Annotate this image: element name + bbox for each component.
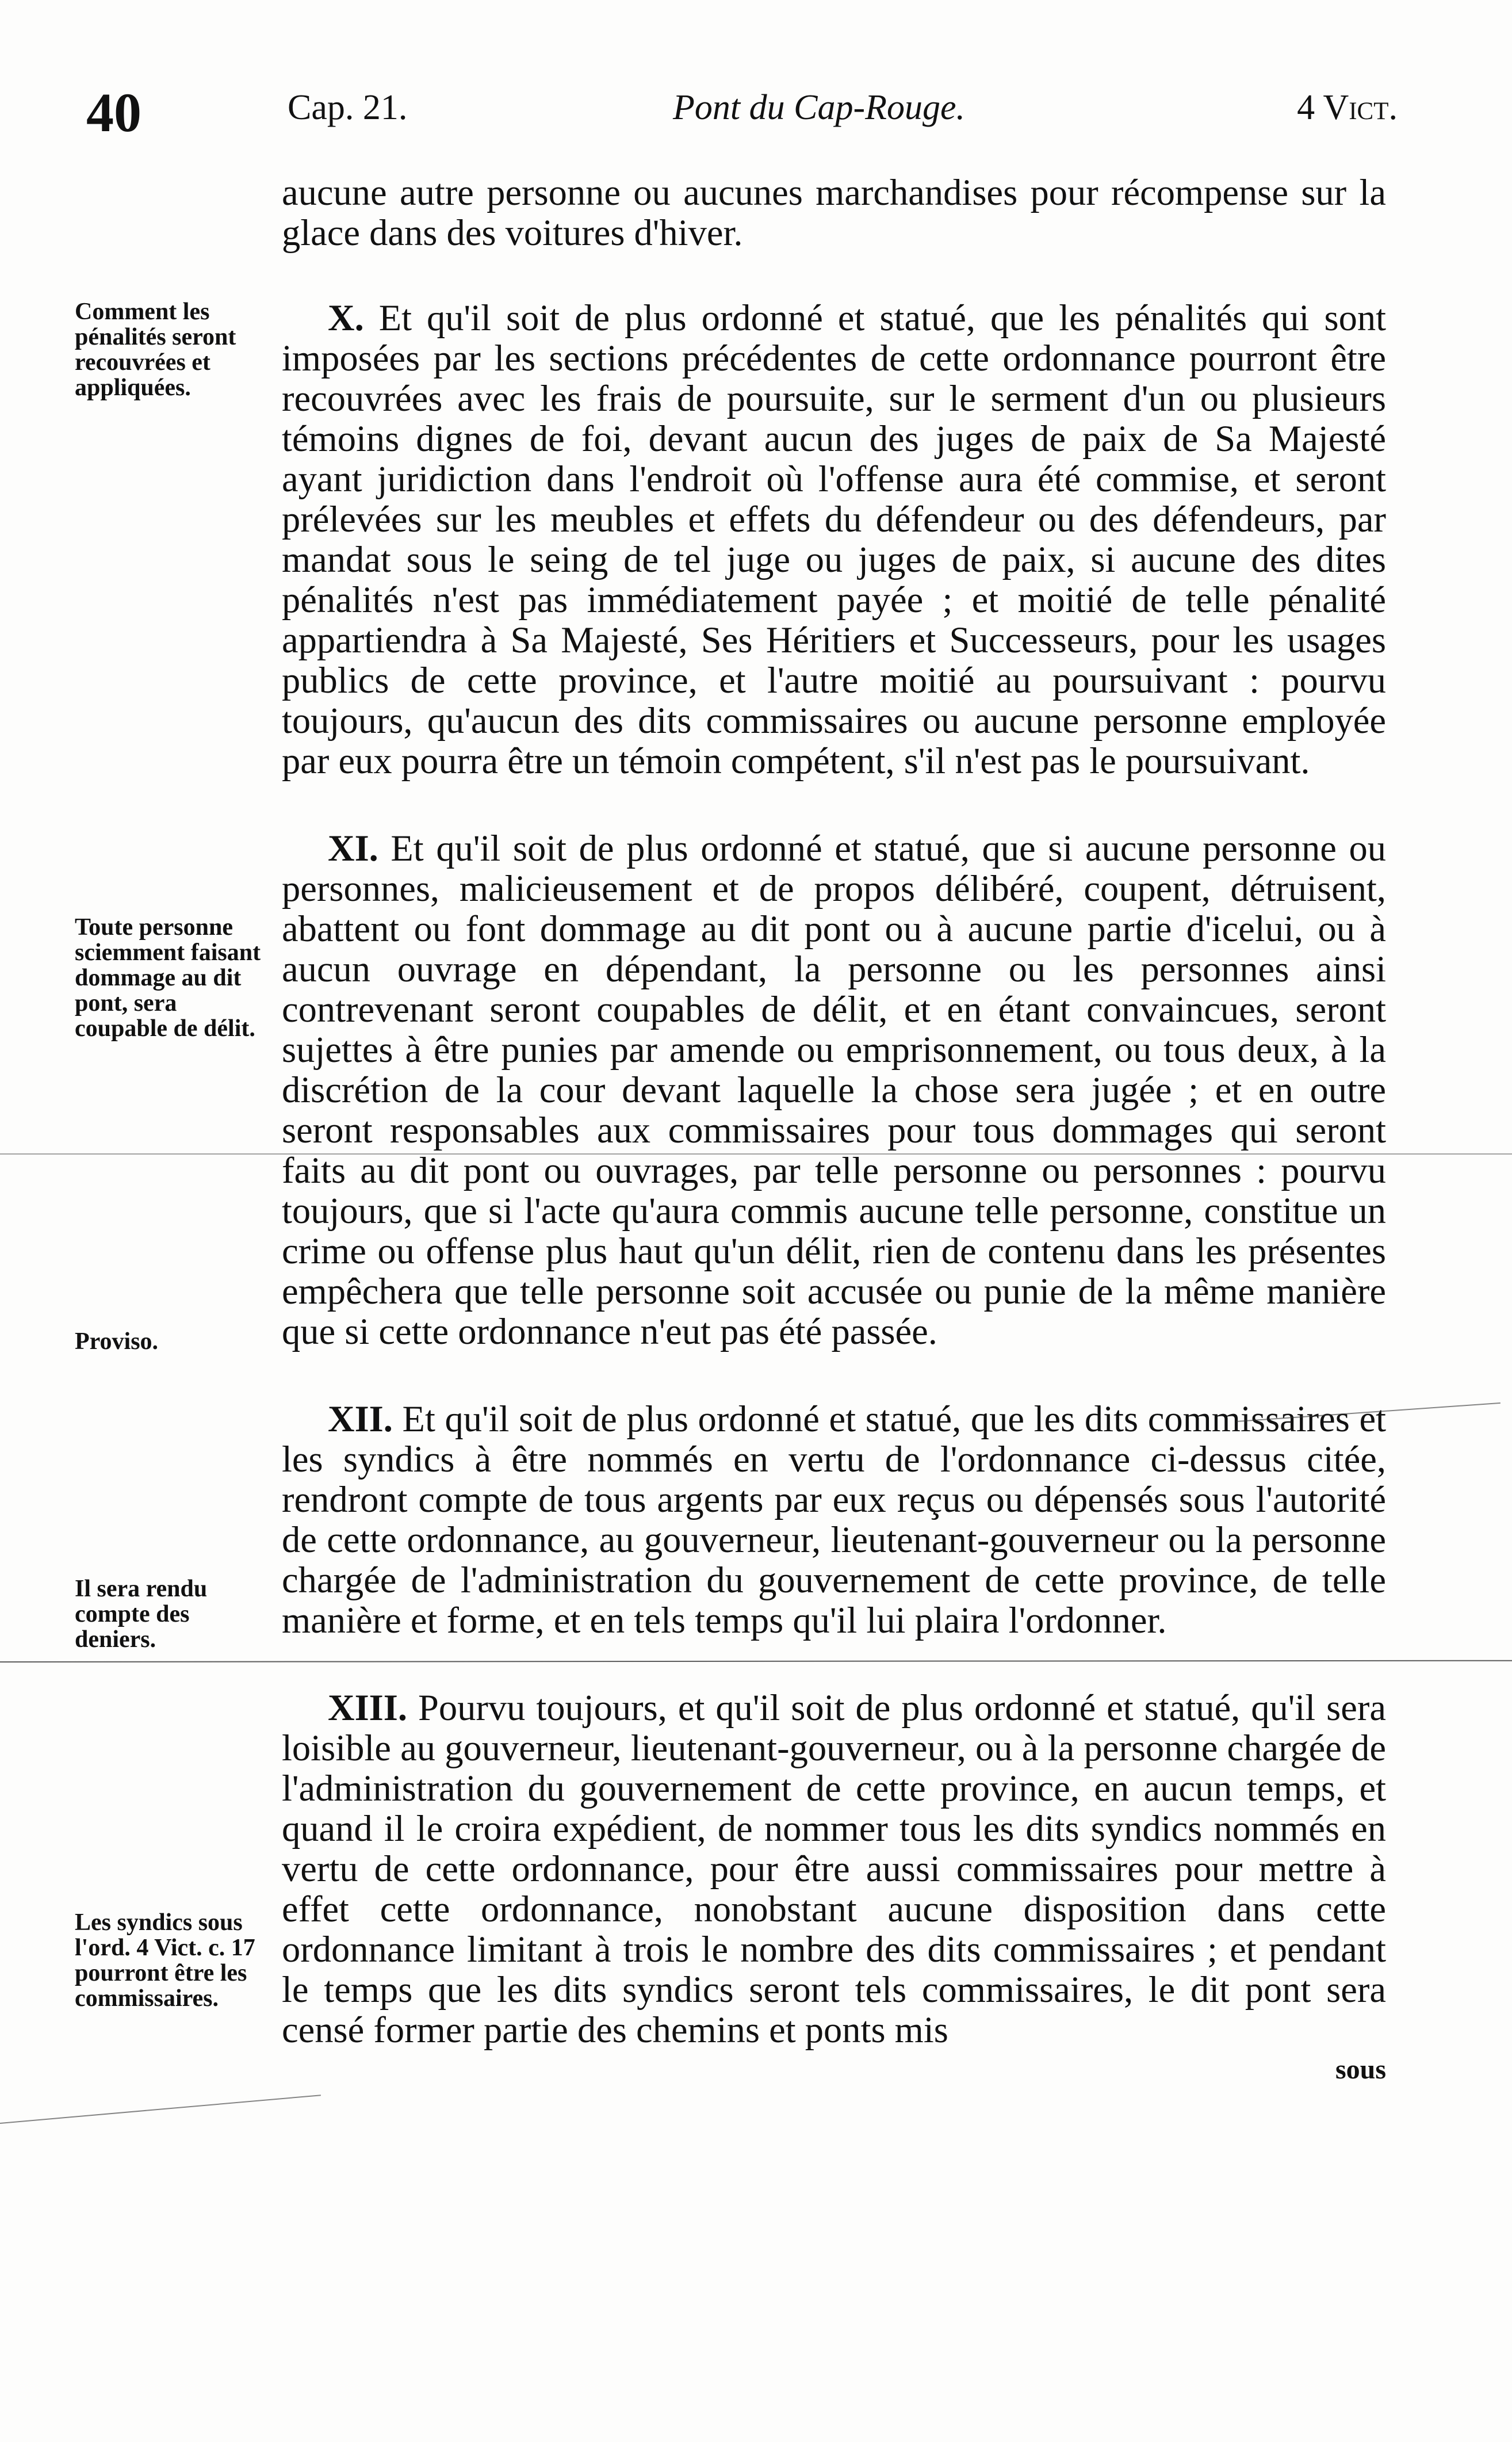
section-xiii [282,1688,1386,2050]
section-text: Pourvu toujours, et qu'il soit de plus ordonné et statué, qu'il sera loisible au gouverneur, lieutenant-gouverneur, ou à la personne chargée de l'administration du gouvernement de cette province, en aucun temps, et quand il le croira expédient, de nommer tous les dits syndics nommés en vertu de cette ordonnance, pour être aussi commissaires pour mettre à effet cette ordonnance, nonobstant aucune disposition dans cette ordonnance limitant à trois le nombre des dits commissaires ; et pendant le temps que les dits syndics seront tels commissaires, le dit pont sera censé former partie des chemins et ponts mis [282,1687,1387,2050]
section-text: Et qu'il soit de plus ordonné et statué, que si aucune personne ou personnes, malicieusement et de propos délibéré, coupent, détruisent, abattent ou font dommage au dit pont ou à aucune partie d'icelui, ou à aucun ouvrage en dépendant, la personne ou les personnes ainsi contrevenant seront coupables de délit, et en étant convaincues, seront sujettes à être punies par amende ou emprisonnement, ou tous deux, à la discrétion de la cour devant laquelle la chose sera jugée ; et en outre seront responsables aux commissaires pour tous dommages qui seront faits au dit pont ou ouvrages, par telle personne ou personnes : pourvu toujours, que si l'acte qu'aura commis aucune telle personne, constitue un crime ou offense plus haut qu'un délit, rien de contenu dans les présentes empêchera que telle personne soit accusée ou punie de la même manière que si cette ordonnance n'eut pas été passée. [282,828,1386,1352]
section-number: XI. [328,828,378,869]
chapter-label: Cap. 21. [288,88,408,127]
section-number: X. [328,297,364,338]
continuation-paragraph: aucune autre personne ou aucunes marchandises pour récompense sur la glace dans des voitures d'hiver. [282,172,1386,253]
catchword: sous [1335,2054,1386,2085]
margin-note-accounts: Il sera rendu compte des deniers. [75,1576,208,1653]
page-number: 40 [86,82,141,143]
scan-line [0,2095,321,2124]
running-header [86,81,1398,143]
margin-note-syndics: Les syndics sous l'ord. 4 Vict. c. 17 pourront être les commissaires. [75,1909,255,2012]
section-xii [282,1399,1386,1641]
section-text: Et qu'il soit de plus ordonné et statué, que les dits commissaires et les syndics à être nommés en vertu de l'ordonnance ci-dessus citée, rendront compte de tous argents par eux reçus ou dépensés sous l'autorité de cette ordonnance, au gouverneur, lieutenant-gouverneur ou la personne chargée de l'administration du gouvernement de cette province, de telle manière et forme, et en tels temps qu'il lui plaira l'ordonner. [282,1398,1386,1641]
section-text: Et qu'il soit de plus ordonné et statué, que les pénalités qui sont imposées par les sections précédentes de cette ordonnance pourront être recouvrées avec les frais de poursuite, sur le serment d'un ou plusieurs témoins dignes de foi, devant aucun des juges de paix de Sa Majesté ayant juridiction dans l'endroit où l'offense aura été commise, et seront prélevées sur les meubles et effets du défendeur ou des défendeurs, par mandat sous le seing de tel juge ou juges de paix, si aucune des dites pénalités n'est pas immédiatement payée ; et moitié de telle pénalité appartiendra à Sa Majesté, Ses Héritiers et Successeurs, pour les usages publics de cette province, et l'autre moitié au poursuivant : pourvu toujours, qu'aucun des dits commissaires ou aucune personne employée par eux pourra être un témoin compétent, s'il n'est pas le poursuivant. [282,297,1386,781]
margin-note-proviso: Proviso. [75,1328,159,1355]
body-text [282,173,1386,2087]
margin-note-penalties: Comment les pénalités seront recouvrées et appliquées. [75,299,236,401]
scan-line [0,1153,1512,1155]
section-number: XII. [328,1398,393,1439]
running-title: Pont du Cap-Rouge. [673,88,965,127]
regnal-year: 4 Vict. [1297,88,1398,127]
section-number: XIII. [328,1687,408,1728]
section-x [282,298,1386,781]
section-xi [282,828,1386,1352]
margin-note-damage: Toute personne sciemment faisant dommage au dit pont, sera coupable de délit. [75,914,261,1042]
